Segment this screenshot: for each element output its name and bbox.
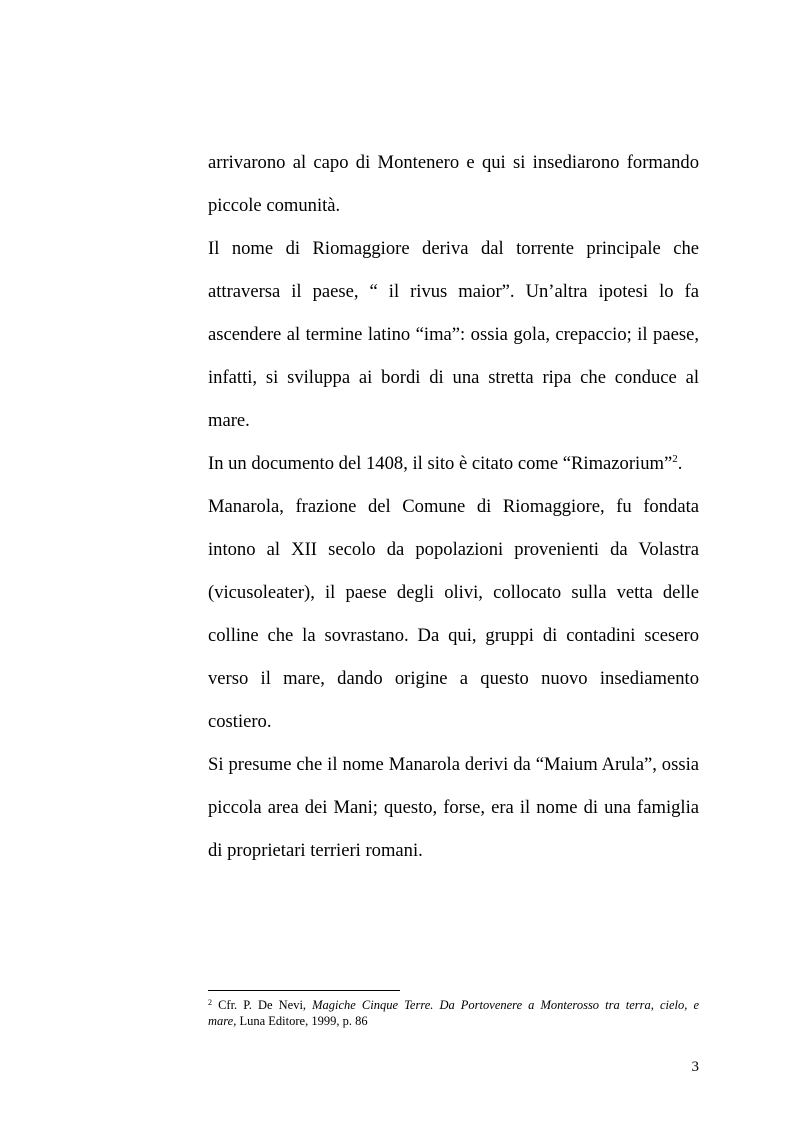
body-line: intono al XII secolo da popolazioni provenienti da Volastra <box>208 539 699 560</box>
sentence-end: . <box>677 453 683 474</box>
body-line: arrivarono al capo di Montenero e qui si insediarono formando <box>208 152 699 173</box>
body-line: verso il mare, dando origine a questo nuovo insediamento <box>208 668 699 689</box>
body-line: colline che la sovrastano. Da qui, gruppi di contadini scesero <box>208 625 699 646</box>
footnote-title-continued: mare, <box>208 1014 237 1028</box>
footnote-line <box>208 998 699 1014</box>
body-line: Manarola, frazione del Comune di Riomaggiore, fu fondata <box>208 496 699 517</box>
footnote-divider <box>208 990 400 991</box>
footnote-marker: 2 <box>208 998 212 1007</box>
body-line-with-footnote-ref <box>208 453 699 477</box>
page-number: 3 <box>691 1059 699 1075</box>
footnote-prefix: Cfr. P. De Nevi, <box>212 998 313 1012</box>
body-line: costiero. <box>208 711 272 732</box>
footnote-publisher: Luna Editore, 1999, p. 86 <box>236 1014 368 1028</box>
body-line: piccole comunità. <box>208 195 341 216</box>
body-line-text: In un documento del 1408, il sito è citato come “Rimazorium” <box>208 453 673 474</box>
body-line: mare. <box>208 410 250 431</box>
body-line: infatti, si sviluppa ai bordi di una stretta ripa che conduce al <box>208 367 699 388</box>
body-line: di proprietari terrieri romani. <box>208 840 423 861</box>
body-line: Si presume che il nome Manarola derivi da “Maium Arula”, ossia <box>208 754 699 775</box>
body-line: piccola area dei Mani; questo, forse, era il nome di una famiglia <box>208 797 699 818</box>
body-line: Il nome di Riomaggiore deriva dal torrente principale che <box>208 238 699 259</box>
body-line: ascendere al termine latino “ima”: ossia gola, crepaccio; il paese, <box>208 324 699 345</box>
footnote-line <box>208 1014 699 1029</box>
footnote-reference: 2 <box>672 453 678 465</box>
body-line: attraversa il paese, “ il rivus maior”. Un’altra ipotesi lo fa <box>208 281 699 302</box>
footnote-title: Magiche Cinque Terre. Da Portovenere a Monterosso tra terra, cielo, e <box>312 998 699 1012</box>
body-line: (vicusoleater), il paese degli olivi, collocato sulla vetta delle <box>208 582 699 603</box>
